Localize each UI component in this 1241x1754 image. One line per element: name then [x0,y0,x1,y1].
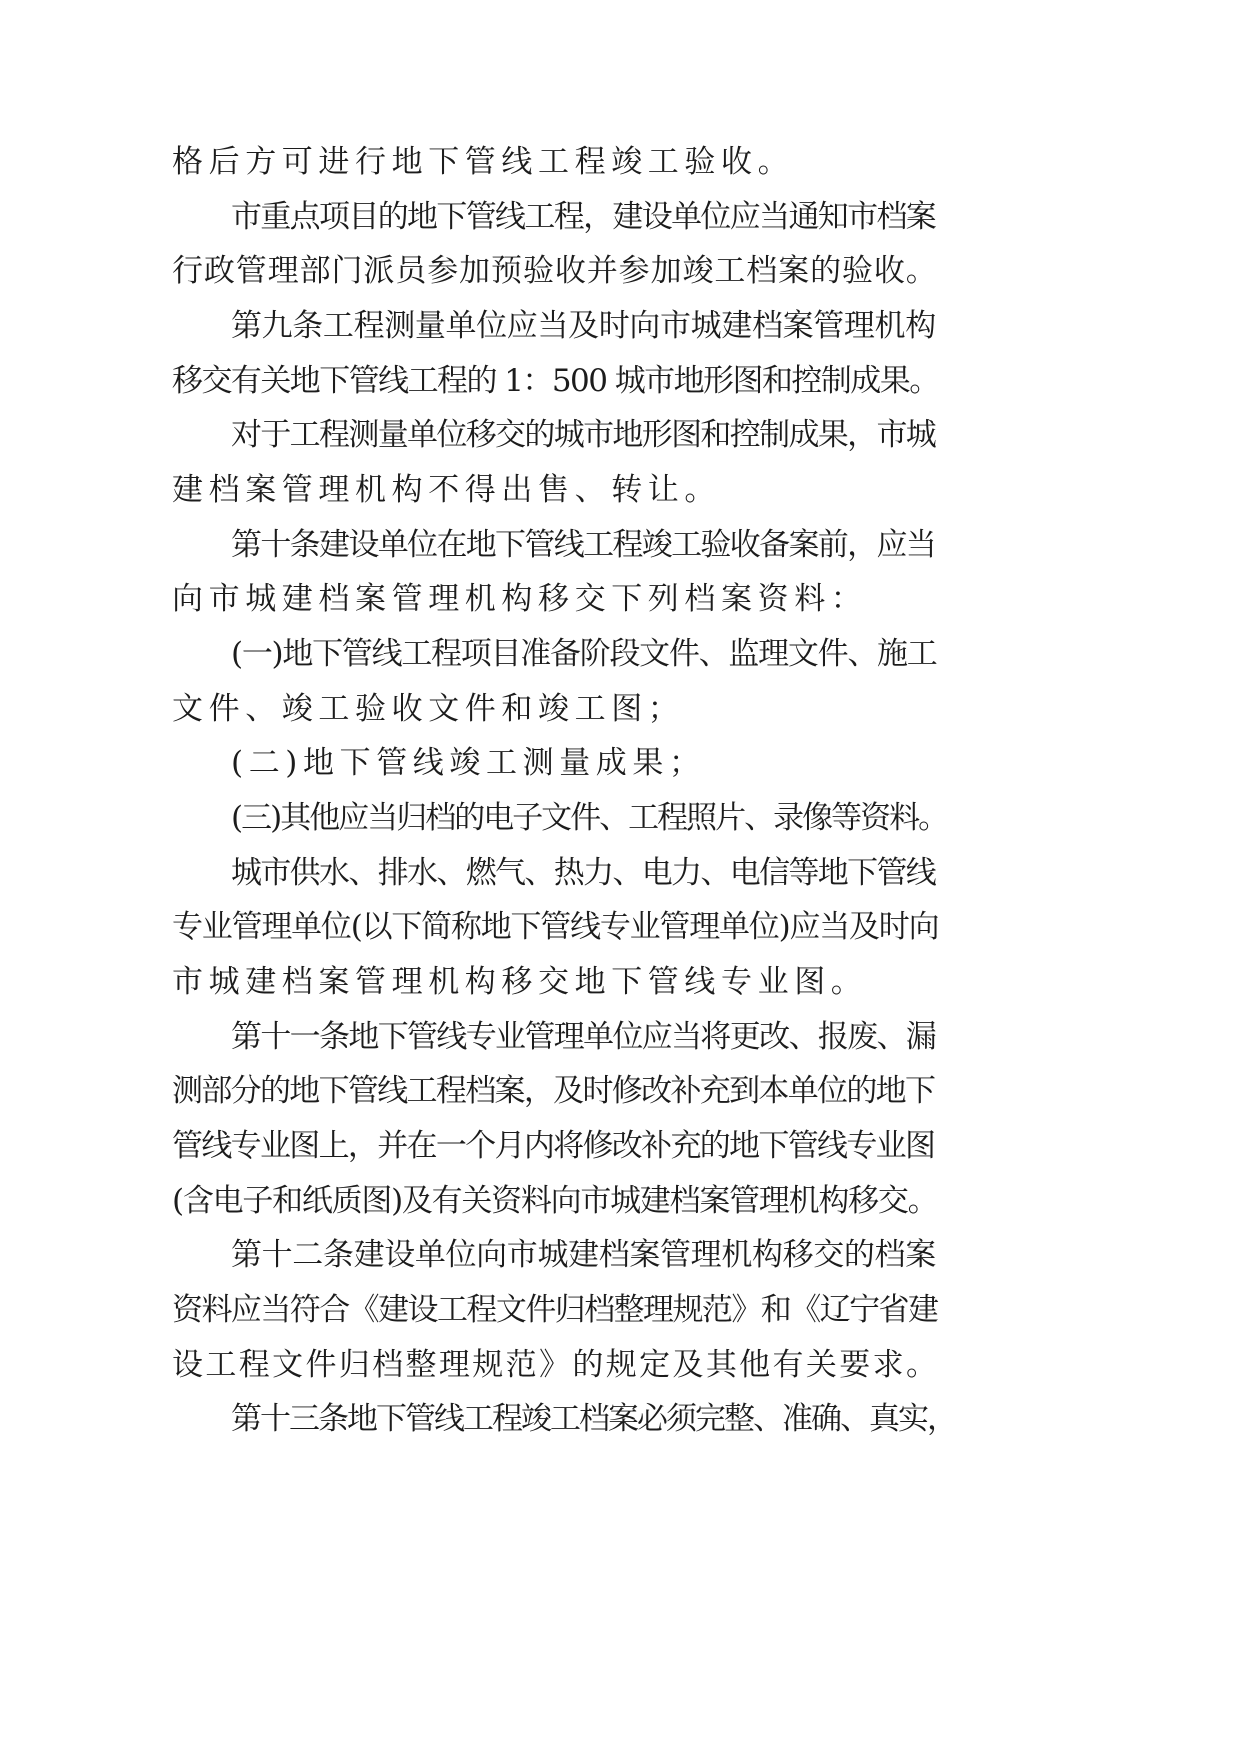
text-line-content: 向市城建档案管理机构移交下列档案资料： [172,581,868,617]
text-line-content: 行政管理部门派员参加预验收并参加竣工档案的验收。 [172,253,938,289]
text-line [0,1065,1241,1117]
text-line [0,847,1241,899]
text-line [0,245,1241,297]
text-line [0,1229,1241,1281]
text-line-content: 第十三条地下管线工程竣工档案必须完整、准确、真实， [231,1401,956,1437]
text-line [0,300,1241,352]
text-line-content: 测部分的地下管线工程档案，及时修改补充到本单位的地下 [172,1073,935,1109]
text-line-content: 管线专业图上，并在一个月内将修改补充的地下管线专业图 [172,1128,935,1164]
text-line-content: 市城建档案管理机构移交地下管线专业图。 [172,964,868,1000]
text-line [0,519,1241,571]
text-line [0,956,1241,1008]
text-line-content: 第十二条建设单位向市城建档案管理机构移交的档案 [231,1237,936,1273]
text-line [0,901,1241,953]
text-line-content: 设工程文件归档整理规范》的规定及其他有关要求。 [172,1347,940,1383]
text-line [0,1339,1241,1391]
text-line-content: 建档案管理机构不得出售、转让。 [172,472,721,508]
text-line-content: 专业管理单位(以下简称地下管线专业管理单位)应当及时向 [172,909,939,945]
text-line-content: 城市供水、排水、燃气、热力、电力、电信等地下管线 [231,855,936,891]
text-line [0,409,1241,461]
text-line [0,464,1241,516]
text-line [0,683,1241,735]
text-line-content: (二)地下管线竣工测量成果； [231,745,706,781]
text-line [0,1393,1241,1445]
text-line-content: 资料应当符合《建设工程文件归档整理规范》和《辽宁省建 [172,1292,938,1328]
text-line [0,136,1241,188]
text-line [0,191,1241,243]
text-line [0,1120,1241,1172]
text-line-content: 文件、竣工验收文件和竣工图； [172,691,685,727]
text-line-content: 第十条建设单位在地下管线工程竣工验收备案前，应当 [231,527,936,563]
text-line-content: (一)地下管线工程项目准备阶段文件、监理文件、施工 [231,636,937,672]
text-line [0,1175,1241,1227]
text-line-content: 市重点项目的地下管线工程，建设单位应当通知市档案 [231,199,936,235]
text-line [0,1011,1241,1063]
text-line [0,737,1241,789]
text-line-content: (含电子和纸质图)及有关资料向市城建档案管理机构移交。 [172,1183,938,1219]
text-line-content: 第十一条地下管线专业管理单位应当将更改、报废、漏 [231,1019,936,1055]
text-line-content: (三)其他应当归档的电子文件、工程照片、录像等资料。 [231,800,948,836]
text-line-content: 对于工程测量单位移交的城市地形图和控制成果，市城 [231,417,936,453]
text-line [0,628,1241,680]
text-line-content: 移交有关地下管线工程的 1：500 城市地形图和控制成果。 [172,363,939,399]
text-line [0,573,1241,625]
text-line [0,1284,1241,1336]
text-line-content: 第九条工程测量单位应当及时向市城建档案管理机构 [231,308,936,344]
text-line [0,355,1241,407]
text-line [0,792,1241,844]
text-line-content: 格后方可进行地下管线工程竣工验收。 [172,144,795,180]
